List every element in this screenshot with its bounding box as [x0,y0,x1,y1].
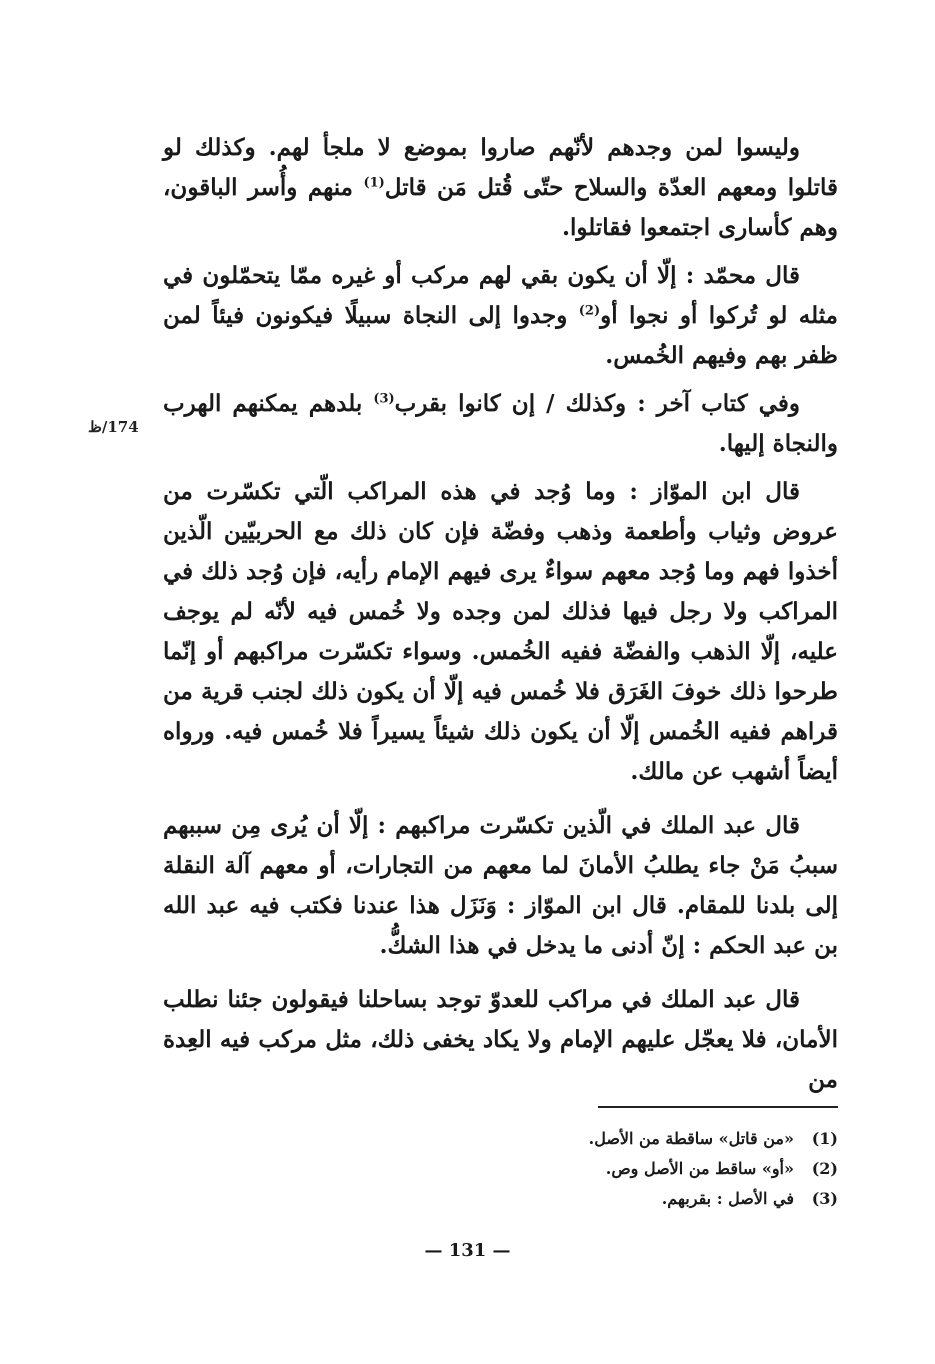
paragraph-6: قال عبد الملك في مراكب للعدوّ توجد بساحلنا فيقولون جئنا نطلب الأمان، فلا يعجّل عليهم الإمام ولا يكاد يخفى ذلك، مثل مركب فيه العِدة من [163,986,838,1093]
paragraph-2-tail: وجدوا إلى النجاة سبيلًا فيكونون فيئاً لمن ظفر بهم وفيهم الخُمس. [163,302,838,369]
paragraph-4: قال ابن الموّاز : وما وُجد في هذه المراكب الّتي تكسّرت من عروض وثياب وأطعمة وذهب وفضّة فإن كان ذلك مع الحربيّين الّذين أخذوا فهم وما وُجد معهم سواءٌ يرى فيهم الإمام رأيه، فإن وُجد ذلك في المراكب ولا رجل فيها فذلك لمن وجده ولا خُمس فيه لأنّه لم يوجف عليه، إلّا الذهب والفضّة ففيه الخُمس. وسواء تكسّرت مراكبهم أو إنّما طرحوا ذلك خوفَ الغَرَق فلا خُمس فيه إلّا أن يكون ذلك لجنب قرية من قراهم ففيه الخُمس إلّا أن يكون ذلك شيئاً يسيراً فلا خُمس فيه. ورواه أيضاً أشهب عن مالك. [163,478,838,785]
footnote-ref-3: (3) [373,391,395,407]
paragraph-3-tail: بلدهم يمكنهم الهرب والنجاة إليها. [163,390,838,457]
page-number: — 131 — [424,1240,511,1261]
paragraph-3-text: وفي كتاب آخر : وكذلك / إن كانوا بقرب [394,390,800,417]
main-text [163,128,838,1114]
paragraph-1-text: وليسوا لمن وجدهم لأنّهم صاروا بموضع لا ملجأ لهم. وكذلك لو قاتلوا ومعهم العدّة والسلاح حتّى قُتل مَن قاتل [163,134,838,201]
footnote-item [400,1184,838,1214]
paragraph-2-text: قال محمّد : إلّا أن يكون بقي لهم مركب أو غيره ممّا يتحمّلون في مثله لو تُركوا أو نجوا أو [163,262,838,329]
footnote-divider [598,1106,838,1108]
footnote-text: «من قاتل» ساقطة من الأصل. [588,1129,794,1148]
paragraph-2 [163,256,838,376]
paragraph-1-tail: منهم وأُسر الباقون، وهم كأسارى اجتمعوا فقاتلوا. [163,174,838,241]
manuscript-folio-note: 174/ظ [88,418,139,436]
footnote-number: (3) [811,1189,838,1208]
paragraph-3 [163,384,838,464]
footnote-number: (2) [811,1159,838,1178]
footnote-ref-2: (2) [578,303,601,319]
footnote-text: «أو» ساقط من الأصل وص. [605,1159,794,1178]
paragraph-5: قال عبد الملك في الّذين تكسّرت مراكبهم : إلّا أن يُرى مِن سببهم سببُ مَنْ جاء يطلبُ الأمانَ لما معهم من التجارات، أو معهم آلة النقلة إلى بلدنا للمقام. قال ابن الموّاز : وَنَزَل هذا عندنا فكتب فيه عبد الله بن عبد الحكم : إنّ أدنى ما يدخل في هذا الشكُّ. [163,812,838,959]
footnote-item [400,1124,838,1154]
footnote-text: في الأصل : بقربهم. [661,1189,794,1208]
footnote-item [400,1154,838,1184]
paragraph-1 [163,128,838,248]
footnote-ref-1: (1) [363,175,385,191]
footnote-number: (1) [811,1129,838,1148]
footnotes [400,1124,838,1214]
